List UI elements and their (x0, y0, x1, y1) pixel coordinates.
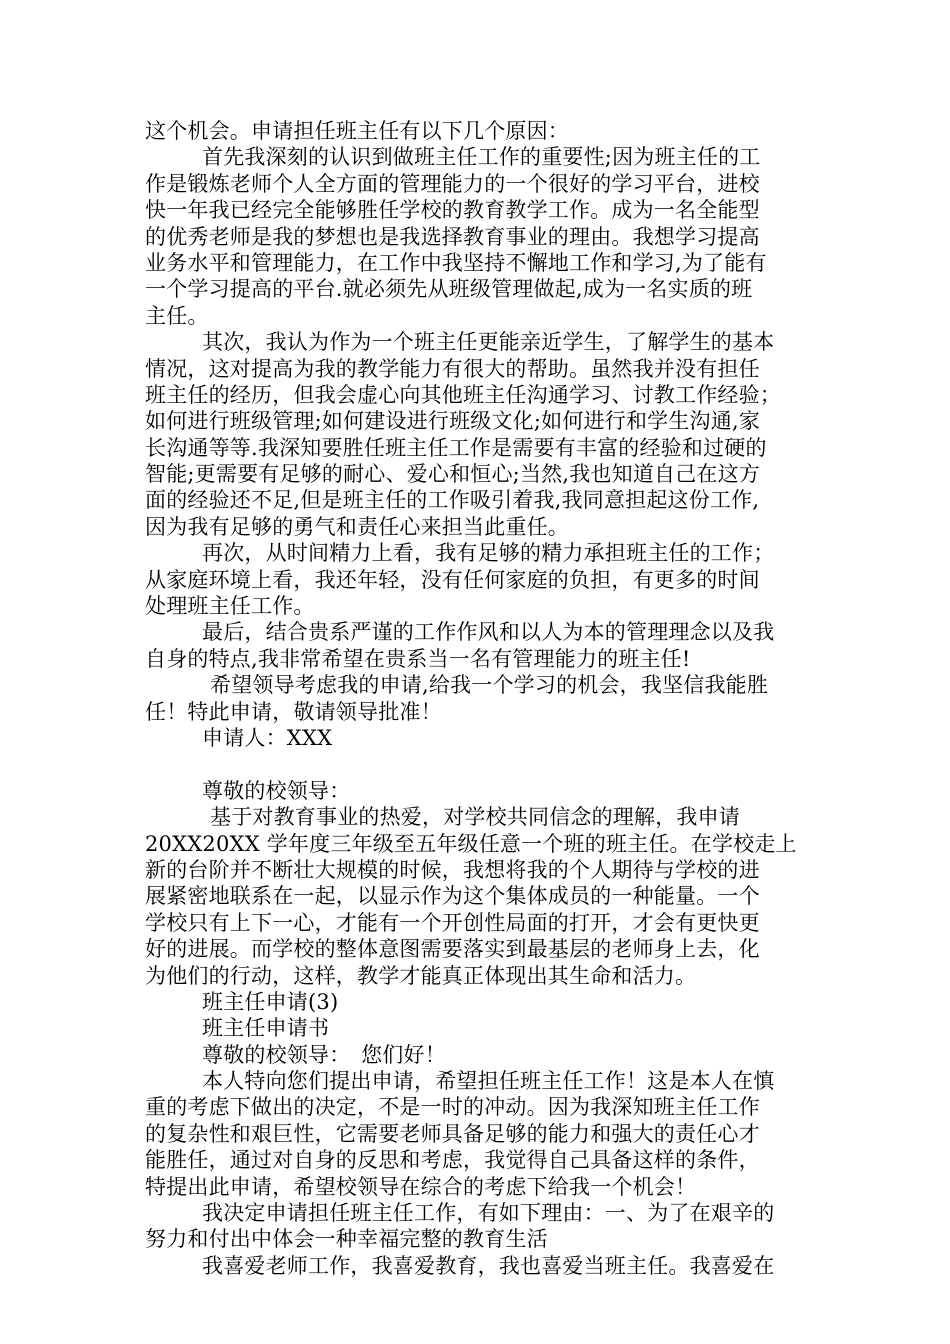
text-line: 学校只有上下一心，才能有一个开创性局面的打开，才会有更快更 (145, 910, 760, 935)
section-title: 班主任申请书 (202, 1016, 330, 1041)
text-line: 如何进行班级管理;如何建设进行班级文化;如何进行和学生沟通,家 (145, 409, 761, 434)
text-line: 本人特向您们提出申请，希望担任班主任工作！这是本人在慎 (202, 1069, 775, 1094)
text-line: 任！特此申请，敬请领导批准！ (145, 699, 442, 724)
text-line: 从家庭环境上看，我还年轻，没有任何家庭的负担，有更多的时间 (145, 567, 760, 592)
text-line: 其次，我认为作为一个班主任更能亲近学生，了解学生的基本 (202, 330, 775, 355)
text-line: 好的进展。而学校的整体意图需要落实到最基层的老师身上去，化 (145, 937, 760, 962)
text-line: 的优秀老师是我的梦想也是我选择教育事业的理由。我想学习提高 (145, 224, 760, 249)
text-line: 我喜爱老师工作，我喜爱教育，我也喜爱当班主任。我喜爱在 (202, 1253, 775, 1278)
salutation-line: 尊敬的校领导： 您们好！ (202, 1042, 446, 1067)
text-line: 业务水平和管理能力，在工作中我坚持不懈地工作和学习,为了能有 (145, 250, 767, 275)
text-line: 长沟通等等.我深知要胜任班主任工作是需要有丰富的经验和过硬的 (145, 435, 767, 460)
text-line: 新的台阶并不断壮大规模的时候，我想将我的个人期待与学校的进 (145, 857, 760, 882)
signature-line: 申请人：XXX (202, 725, 333, 750)
text-line: 的复杂性和艰巨性，它需要老师具备足够的能力和强大的责任心才 (145, 1121, 760, 1146)
text-line: 快一年我已经完全能够胜任学校的教育教学工作。成为一名全能型 (145, 198, 760, 223)
document-page (145, 118, 825, 1279)
text-line: 情况，这对提高为我的教学能力有很大的帮助。虽然我并没有担任 (145, 356, 760, 381)
text-line: 20XX20XX 学年度三年级至五年级任意一个班的班主任。在学校走上 (145, 831, 797, 856)
text-line: 展紧密地联系在一起，以显示作为这个集体成员的一种能量。一个 (145, 884, 760, 909)
text-line: 这个机会。申请担任班主任有以下几个原因： (145, 119, 569, 143)
text-line: 主任。 (145, 303, 209, 328)
text-line: 基于对教育事业的热爱，对学校共同信念的理解，我申请 (210, 805, 740, 830)
text-line: 重的考虑下做出的决定，不是一时的冲动。因为我深知班主任工作 (145, 1095, 760, 1120)
text-line: 处理班主任工作。 (145, 594, 315, 619)
text-line: 自身的特点,我非常希望在贵系当一名有管理能力的班主任! (145, 646, 691, 671)
text-line: 再次，从时间精力上看，我有足够的精力承担班主任的工作； (202, 541, 775, 566)
text-line: 作是锻炼老师个人全方面的管理能力的一个很好的学习平台，进校 (145, 171, 760, 196)
text-line: 一个学习提高的平台.就必须先从班级管理做起,成为一名实质的班 (145, 277, 753, 302)
text-line: 首先我深刻的认识到做班主任工作的重要性;因为班主任的工 (202, 145, 761, 170)
section-heading: 班主任申请(3) (202, 989, 339, 1014)
blank-line (145, 751, 825, 777)
text-line: 最后，结合贵系严谨的工作作风和以人为本的管理理念以及我 (202, 620, 775, 645)
text-line: 我决定申请担任班主任工作，有如下理由：一、为了在艰辛的 (202, 1201, 775, 1226)
text-line: 面的经验还不足,但是班主任的工作吸引着我,我同意担起这份工作, (145, 488, 760, 513)
text-line: 智能;更需要有足够的耐心、爱心和恒心;当然,我也知道自己在这方 (145, 462, 761, 487)
text-line: 为他们的行动，这样，教学才能真正体现出其生命和活力。 (145, 963, 697, 988)
text-line: 因为我有足够的勇气和责任心来担当此重任。 (145, 514, 569, 539)
text-line: 班主任的经历，但我会虚心向其他班主任沟通学习、讨教工作经验； (145, 382, 781, 407)
text-line: 能胜任，通过对自身的反思和考虑，我觉得自己具备这样的条件， (145, 1148, 760, 1173)
salutation-line: 尊敬的校领导： (202, 778, 351, 803)
text-line: 希望领导考虑我的申请,给我一个学习的机会，我坚信我能胜 (210, 673, 769, 698)
text-line: 特提出此申请，希望校领导在综合的考虑下给我一个机会！ (145, 1174, 697, 1199)
text-line: 努力和付出中体会一种幸福完整的教育生活 (145, 1227, 548, 1252)
